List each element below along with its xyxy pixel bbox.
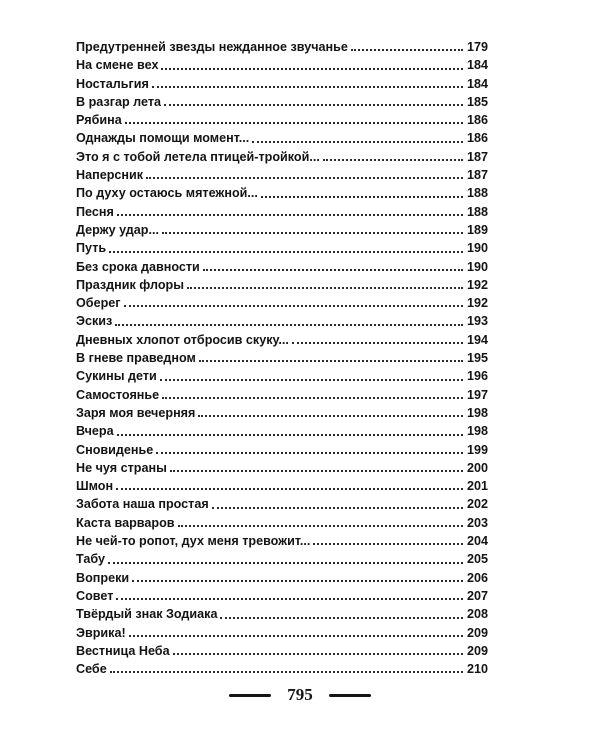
toc-entry-title: Твёрдый знак Зодиака xyxy=(76,607,218,622)
toc-entry xyxy=(76,349,488,367)
toc-entry xyxy=(76,129,488,147)
toc-entry xyxy=(76,660,488,678)
toc-entry-title: Предутренней звезды нежданное звучанье xyxy=(76,40,348,54)
toc-dot-leader xyxy=(110,671,463,673)
toc-entry-page-number: 204 xyxy=(466,534,488,549)
toc-dot-leader xyxy=(124,305,463,307)
toc-entry-page-number: 198 xyxy=(466,424,488,439)
toc-entry-page-number: 184 xyxy=(466,76,488,91)
toc-entry-title: Рябина xyxy=(76,113,122,128)
toc-entry-page-number: 209 xyxy=(466,625,488,640)
toc-entry-title: Не чей-то ропот, дух меня тревожит... xyxy=(76,534,311,549)
toc-entry-page-number: 197 xyxy=(466,387,488,402)
toc-entry xyxy=(76,605,488,623)
toc-entry-page-number: 192 xyxy=(466,296,488,311)
toc-entry-title: Наперсник xyxy=(76,168,144,183)
page-footer xyxy=(0,683,600,707)
toc-entry-page-number: 207 xyxy=(466,588,488,603)
toc-entry-title: Самостоянье xyxy=(76,387,160,402)
toc-entry-title: Не чуя страны xyxy=(76,460,167,475)
toc-dot-leader xyxy=(132,580,463,582)
toc-dot-leader xyxy=(117,434,463,436)
toc-entry xyxy=(76,166,488,184)
toc-entry-title: Сновиденье xyxy=(76,442,154,457)
toc-entry-page-number: 186 xyxy=(466,131,488,146)
toc-dot-leader xyxy=(187,287,463,289)
toc-entry-title: Песня xyxy=(76,204,114,219)
toc-dot-leader xyxy=(252,141,463,143)
toc-entry-title: Эврика! xyxy=(76,625,126,640)
toc-entry-page-number: 190 xyxy=(466,241,488,256)
toc-entry-title: Шмон xyxy=(76,479,114,494)
toc-entry-title: Эскиз xyxy=(76,314,113,329)
toc-dot-leader xyxy=(162,397,463,399)
toc-entry-page-number: 208 xyxy=(466,607,488,622)
toc-dot-leader xyxy=(115,324,463,326)
toc-entry-title: По духу остаюсь мятежной... xyxy=(76,186,258,201)
toc-entry xyxy=(76,221,488,239)
toc-dot-leader xyxy=(323,159,463,161)
toc-entry-title: Держу удар... xyxy=(76,222,159,237)
toc-entry-page-number: 209 xyxy=(466,643,488,658)
toc-entry xyxy=(76,624,488,642)
toc-entry-page-number: 201 xyxy=(466,479,488,494)
toc-entry-title: Дневных хлопот отбросив скуку... xyxy=(76,332,289,347)
toc-dot-leader xyxy=(199,360,463,362)
toc-entry-title: В разгар лета xyxy=(76,94,161,109)
toc-dot-leader xyxy=(116,598,463,600)
toc-entry xyxy=(76,184,488,202)
toc-entry-title: Себе xyxy=(76,662,107,677)
toc-entry-page-number: 196 xyxy=(466,369,488,384)
toc-entry xyxy=(76,386,488,404)
toc-entry xyxy=(76,203,488,221)
toc-entry-title: Оберег xyxy=(76,296,121,311)
toc-entry xyxy=(76,477,488,495)
toc-dot-leader xyxy=(203,269,463,271)
toc-entry xyxy=(76,294,488,312)
toc-dot-leader xyxy=(212,507,463,509)
toc-entry-title: Каста варваров xyxy=(76,515,175,530)
toc-entry-title: В гневе праведном xyxy=(76,351,196,366)
toc-entry-page-number: 179 xyxy=(466,40,488,54)
toc-entry-title: Табу xyxy=(76,552,105,567)
toc-entry-page-number: 200 xyxy=(466,460,488,475)
toc-dot-leader xyxy=(108,562,463,564)
page-number: 795 xyxy=(287,685,313,704)
toc-dot-leader xyxy=(109,251,463,253)
toc-entry-page-number: 210 xyxy=(466,662,488,677)
toc-entry-page-number: 188 xyxy=(466,204,488,219)
toc-entry-title: Вестница Неба xyxy=(76,643,170,658)
toc-entry-page-number: 186 xyxy=(466,113,488,128)
toc-entry xyxy=(76,75,488,93)
toc-entry xyxy=(76,258,488,276)
toc-dot-leader xyxy=(162,232,463,234)
toc-entry-page-number: 187 xyxy=(466,149,488,164)
toc-entry-page-number: 184 xyxy=(466,58,488,73)
toc-entry-page-number: 188 xyxy=(466,186,488,201)
toc-entry-title: Вопреки xyxy=(76,570,130,585)
toc-dot-leader xyxy=(220,617,463,619)
toc-entry-page-number: 185 xyxy=(466,94,488,109)
toc-entry xyxy=(76,93,488,111)
toc-dot-leader xyxy=(292,342,463,344)
toc-dot-leader xyxy=(129,635,463,637)
toc-entry-page-number: 195 xyxy=(466,351,488,366)
toc-dot-leader xyxy=(313,543,463,545)
toc-entry-page-number: 205 xyxy=(466,552,488,567)
toc-dot-leader xyxy=(160,379,463,381)
toc-entry xyxy=(76,459,488,477)
toc-dot-leader xyxy=(161,68,463,70)
toc-entry xyxy=(76,550,488,568)
toc-dot-leader xyxy=(261,196,463,198)
toc-entry-title: Вчера xyxy=(76,424,114,439)
toc-entry-page-number: 199 xyxy=(466,442,488,457)
toc-entry-title: Ностальгия xyxy=(76,76,149,91)
toc-dot-leader xyxy=(117,214,463,216)
toc-entry xyxy=(76,312,488,330)
toc-entry-title: Праздник флоры xyxy=(76,277,184,292)
toc-entry xyxy=(76,495,488,513)
toc-entry-title: Путь xyxy=(76,241,107,256)
toc-entry-page-number: 198 xyxy=(466,405,488,420)
toc-entry-title: Забота наша простая xyxy=(76,497,209,512)
toc-entry xyxy=(76,532,488,550)
toc-entry-page-number: 193 xyxy=(466,314,488,329)
toc-entry xyxy=(76,569,488,587)
toc-dot-leader xyxy=(198,415,463,417)
toc-dot-leader xyxy=(164,104,463,106)
toc-entry xyxy=(76,56,488,74)
toc-entry xyxy=(76,148,488,166)
toc-entry-page-number: 202 xyxy=(466,497,488,512)
toc-entry-title: Заря моя вечерняя xyxy=(76,405,196,420)
toc-entry-title: Совет xyxy=(76,588,114,603)
toc-entry-page-number: 194 xyxy=(466,332,488,347)
toc-entry xyxy=(76,587,488,605)
footer-rule-left xyxy=(229,694,271,697)
toc-entry xyxy=(76,514,488,532)
toc-entry-title: Сукины дети xyxy=(76,369,157,384)
toc-entry xyxy=(76,38,488,56)
toc-entry-title: Однажды помощи момент... xyxy=(76,131,250,146)
toc-entry-page-number: 203 xyxy=(466,515,488,530)
toc-entry xyxy=(76,239,488,257)
toc-entry-title: Это я с тобой летела птицей-тройкой... xyxy=(76,149,320,164)
toc-entry xyxy=(76,642,488,660)
toc-entry xyxy=(76,404,488,422)
table-of-contents xyxy=(76,38,488,678)
toc-dot-leader xyxy=(125,122,463,124)
toc-dot-leader xyxy=(351,49,463,51)
toc-dot-leader xyxy=(116,488,463,490)
toc-entry-page-number: 190 xyxy=(466,259,488,274)
toc-entry xyxy=(76,276,488,294)
toc-entry-page-number: 189 xyxy=(466,222,488,237)
toc-dot-leader xyxy=(146,177,463,179)
toc-dot-leader xyxy=(156,452,463,454)
toc-entry-title: Без срока давности xyxy=(76,259,200,274)
toc-entry-title: На смене вех xyxy=(76,58,159,73)
toc-entry xyxy=(76,367,488,385)
toc-entry xyxy=(76,111,488,129)
toc-entry-page-number: 187 xyxy=(466,168,488,183)
toc-entry xyxy=(76,331,488,349)
footer-rule-right xyxy=(329,694,371,697)
toc-entry-page-number: 206 xyxy=(466,570,488,585)
toc-dot-leader xyxy=(173,653,463,655)
toc-entry-page-number: 192 xyxy=(466,277,488,292)
toc-entry xyxy=(76,441,488,459)
toc-dot-leader xyxy=(152,86,463,88)
toc-dot-leader xyxy=(178,525,464,527)
toc-dot-leader xyxy=(170,470,463,472)
toc-entry xyxy=(76,422,488,440)
